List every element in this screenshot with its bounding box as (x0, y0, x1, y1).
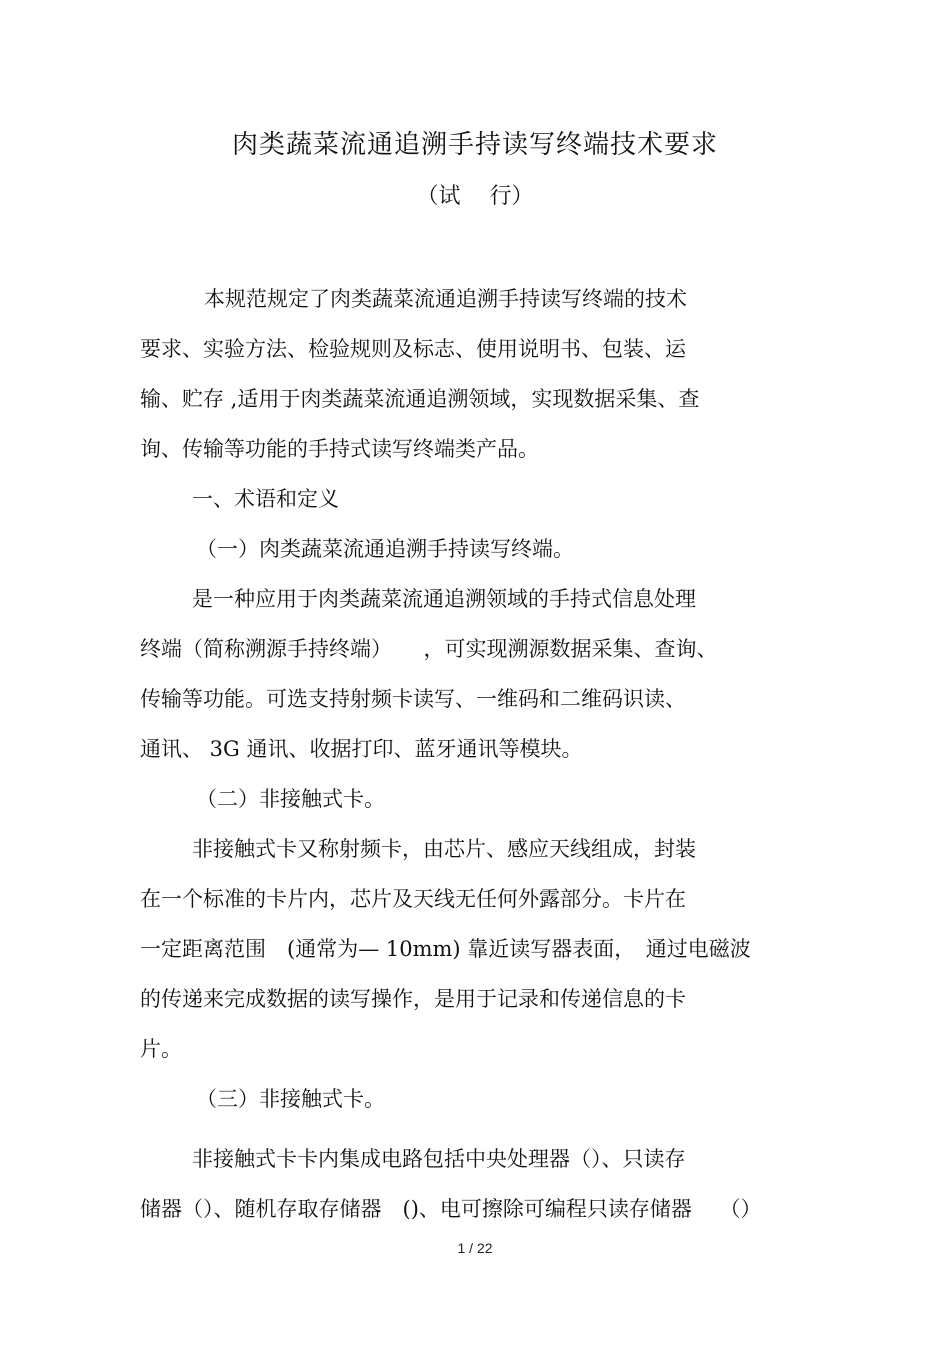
paragraph-line: 在一个标准的卡片内，芯片及天线无任何外露部分。卡片在 (140, 887, 686, 911)
paragraph-line: 一定距离范围 (通常为— 10mm) 靠近读写器表面， 通过电磁波 (140, 937, 751, 961)
subsection-heading: （二）非接触式卡。 (196, 787, 385, 811)
paragraph-line: 要求、实验方法、检验规则及标志、使用说明书、包装、运 (140, 337, 686, 361)
section-heading: 一、术语和定义 (192, 487, 339, 511)
subsection-heading: （三）非接触式卡。 (196, 1087, 385, 1111)
subsection-heading: （一）肉类蔬菜流通追溯手持读写终端。 (196, 537, 574, 561)
paragraph-line: 是一种应用于肉类蔬菜流通追溯领域的手持式信息处理 (192, 587, 696, 611)
paragraph-line: 本规范规定了肉类蔬菜流通追溯手持读写终端的技术 (204, 287, 687, 311)
paragraph-line: 储器（）、随机存取存储器 ()、电可擦除可编程只读存储器 （） (140, 1197, 762, 1221)
paragraph-line: 传输等功能。可选支持射频卡读写、一维码和二维码识读、 (140, 687, 686, 711)
paragraph-line: 的传递来完成数据的读写操作，是用于记录和传递信息的卡 (140, 987, 686, 1011)
document-title: 肉类蔬菜流通追溯手持读写终端技术要求 (231, 130, 718, 160)
paragraph-line: 通讯、 3G 通讯、收据打印、蓝牙通讯等模块。 (140, 737, 583, 761)
paragraph-line: 输、贮存 ,适用于肉类蔬菜流通追溯领域，实现数据采集、查 (140, 387, 700, 411)
paragraph-line: 询、传输等功能的手持式读写终端类产品。 (140, 437, 539, 461)
page-number: 1 / 22 (457, 1240, 493, 1256)
paragraph-line: 终端（简称溯源手持终端） ，可实现溯源数据采集、查询、 (140, 637, 718, 661)
paragraph-line: 非接触式卡又称射频卡，由芯片、感应天线组成，封装 (192, 837, 696, 861)
paragraph-line: 片。 (140, 1037, 182, 1061)
paragraph-line: 非接触式卡卡内集成电路包括中央处理器（）、只读存 (192, 1147, 686, 1171)
document-subtitle: （试 行） (416, 184, 534, 209)
